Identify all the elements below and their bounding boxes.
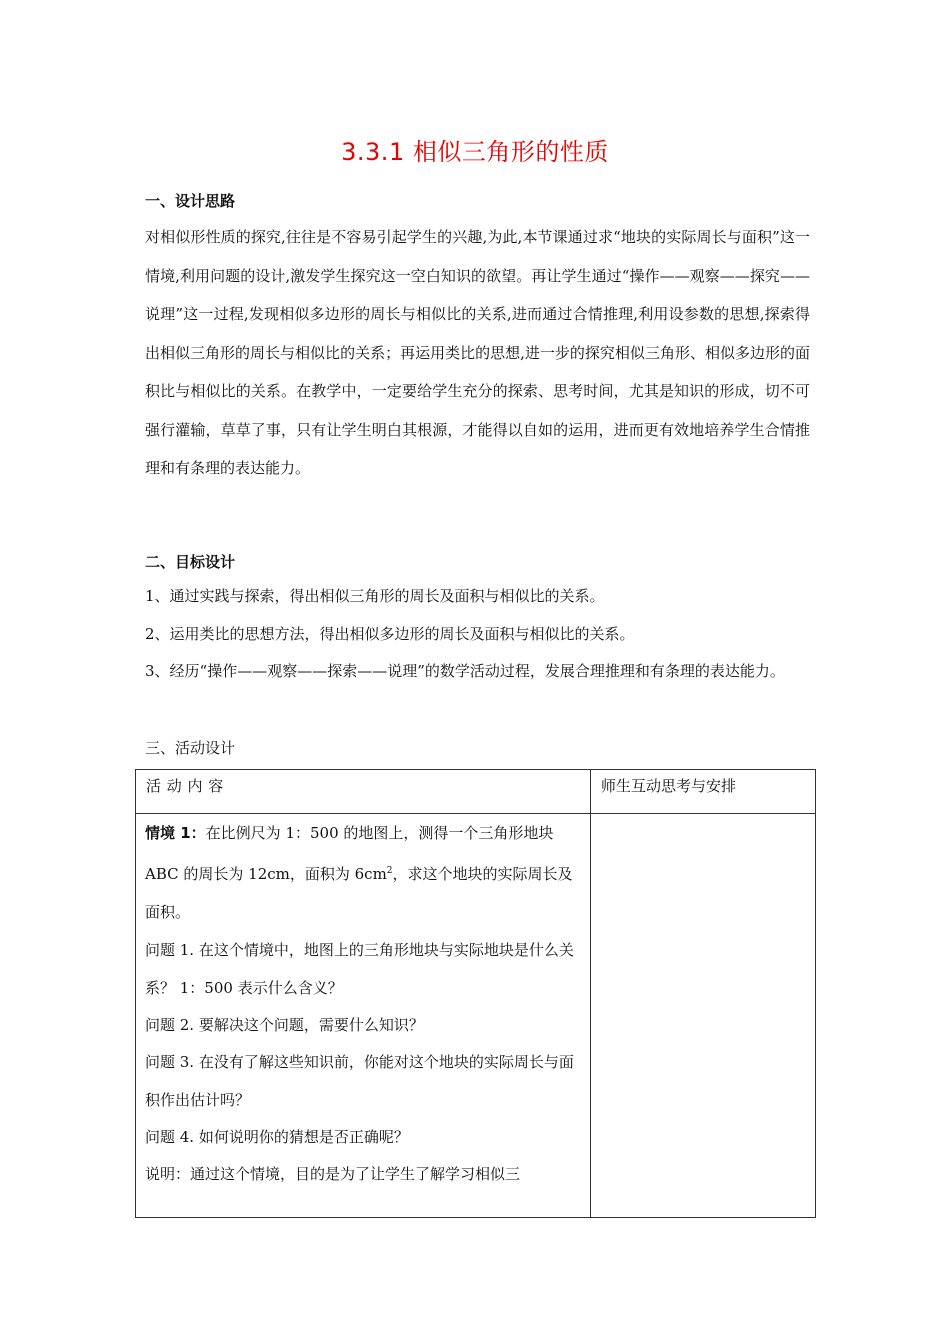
design-idea-paragraph: 对相似形性质的探究,往往是不容易引起学生的兴趣,为此,本节课通过求“地块的实际周长与面积”这一情境,利用问题的设计,激发学生探究这一空白知识的欲望。再让学生通过“操作——观察——探究——说理”这一过程,发现相似多边形的周长与相似比的关系,进而通过合情推理,利用设参数的思想,探索得出相似三角形的周长与相似比的关系；再运用类比的思想,进一步的探究相似三角形、相似多边形的面积比与相似比的关系。在教学中，一定要给学生充分的探索、思考时间，尤其是知识的形成，切不可强行灌输，草草了事，只有让学生明白其根源，才能得以自如的运用，进而更有效地培养学生合情推理和有条理的表达能力。 [145, 228, 810, 477]
section-heading-activity: 三、活动设计 [145, 739, 236, 757]
scenario-label: 情境 1： [145, 824, 206, 842]
goal-item-1: 1、通过实践与探索，得出相似三角形的周长及面积与相似比的关系。 [145, 587, 605, 605]
goal-item-3: 3、经历“操作——观察——探索——说理”的数学活动过程，发展合理推理和有条理的表达能力。 [145, 662, 785, 680]
scenario-text-a: 在比例尺为 1：500 的地图上，测得一个三角形地块 ABC 的周长为 12cm，面积为 6cm [145, 824, 554, 883]
header-teacher-student-interaction: 师生互动思考与安排 [591, 770, 816, 814]
section-heading-design-idea: 一、设计思路 [145, 192, 236, 210]
scenario-superscript: 2 [386, 866, 393, 876]
activity-content-cell [136, 814, 591, 1218]
page-title: 3.3.1 相似三角形的性质 [341, 138, 609, 166]
activity-table [135, 769, 816, 1218]
scenario-text-b: ，求这个地块的实际周长及面积。 [145, 865, 573, 921]
scenario-1 [145, 814, 582, 931]
goal-item-2: 2、运用类比的思想方法，得出相似多边形的周长及面积与相似比的关系。 [145, 625, 635, 643]
section-heading-goals: 二、目标设计 [145, 553, 236, 571]
question-2: 问题 2. 要解决这个问题，需要什么知识？ [145, 1016, 424, 1034]
activity-table-body-row [136, 814, 816, 1218]
scenario-note: 说明：通过这个情境，目的是为了让学生了解学习相似三 [145, 1165, 521, 1183]
question-1: 问题 1. 在这个情境中，地图上的三角形地块与实际地块是什么关系？ 1：500 表示什么含义？ [145, 941, 574, 997]
question-4: 问题 4. 如何说明你的猜想是否正确呢？ [145, 1128, 409, 1146]
interaction-cell [591, 814, 816, 1218]
activity-table-header-row [136, 770, 816, 814]
question-3: 问题 3. 在没有了解这些知识前，你能对这个地块的实际周长与面积作出估计吗？ [145, 1053, 574, 1109]
header-activity-content: 活 动 内 容 [136, 770, 591, 814]
